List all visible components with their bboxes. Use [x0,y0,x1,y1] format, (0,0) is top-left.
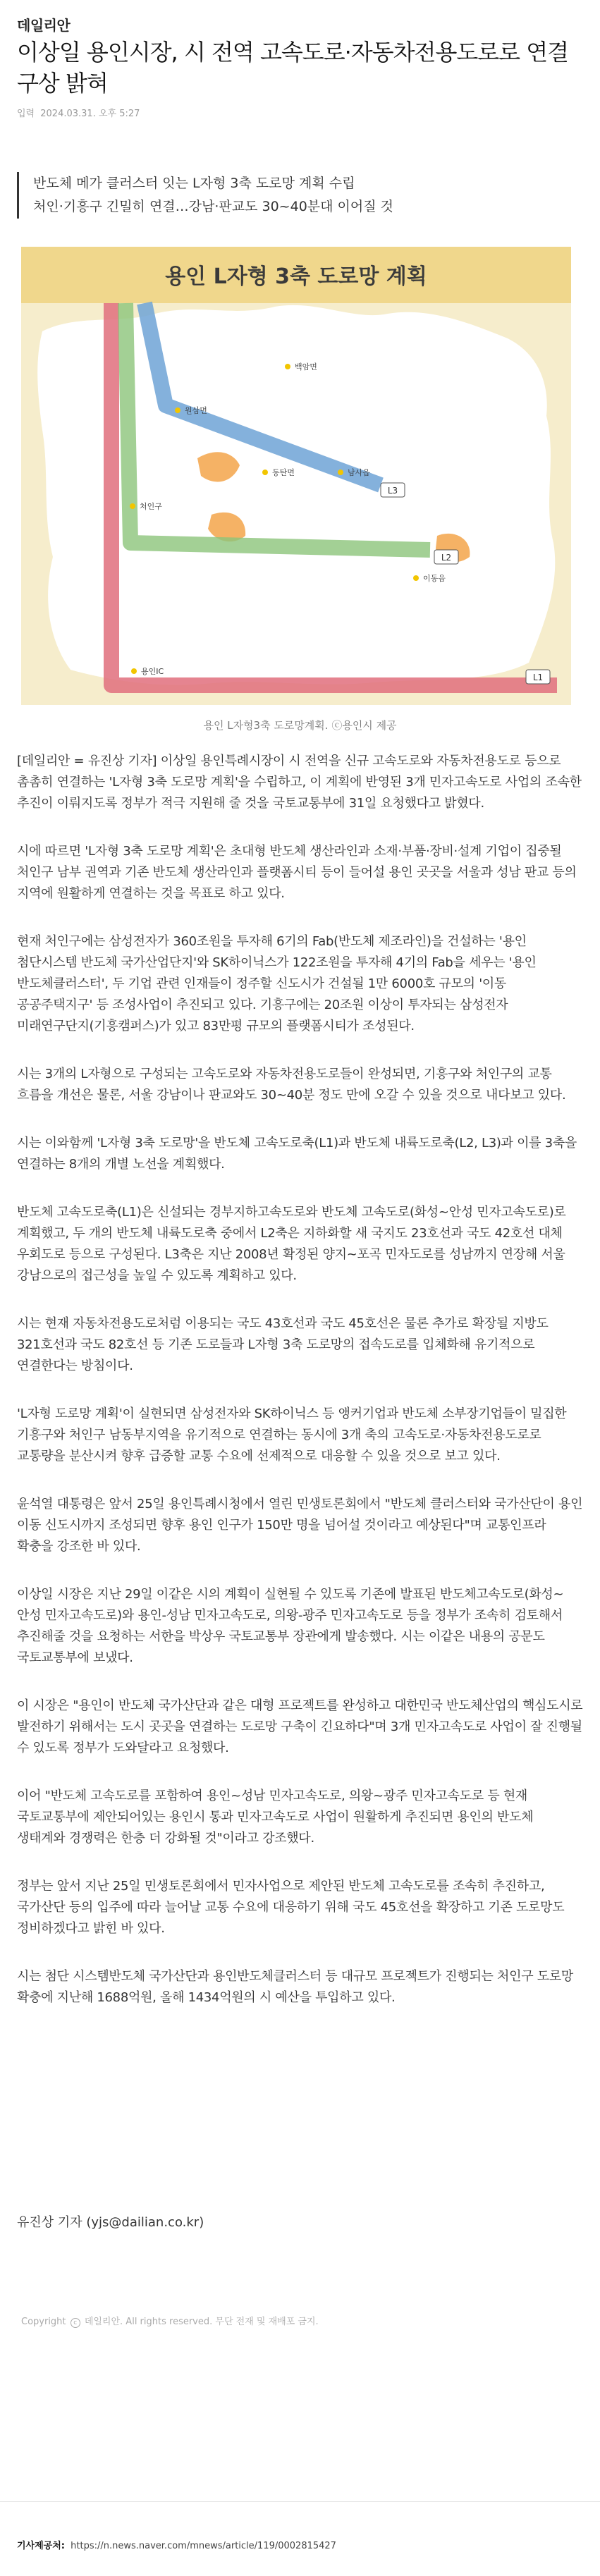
article-paragraph: 시는 이와함께 'L자형 3축 도로망'을 반도체 고속도로축(L1)과 반도체 내륙도로축(L2, L3)과 이를 3축을 연결하는 8개의 개별 노선을 계획했다. [17,1136,577,1172]
article-body [17,751,583,2035]
svg-text:L1: L1 [532,673,544,682]
svg-text:L2: L2 [441,553,452,563]
svg-text:백암면: 백암면 [295,362,317,372]
map-graphic [21,247,571,705]
road-plan-map [21,247,571,705]
press-name[interactable]: 데일리안 [17,17,71,34]
svg-text:남사읍: 남사읍 [348,468,370,477]
source-label: 기사제공처: [17,2541,65,2551]
meta-datetime: 2024.03.31. 오후 5:27 [40,109,140,119]
article-paragraph: 시에 따르면 'L자형 3축 도로망 계획'은 초대형 반도체 생산라인과 소재·부품·장비·설계 기업이 집중될 처인구 남부 권역과 기존 반도체 생산라인과 플랫폼시티 등이 들어설 용인 곳곳을 서울과 성남 판교 등의 지역에 원활하게 연결하는 것을 목표로 하고 있다. [17,844,577,901]
copyright-label: Copyright [21,2317,66,2327]
article-paragraph: 이 시장은 "용인이 반도체 국가산단과 같은 대형 프로젝트를 완성하고 대한민국 반도체산업의 핵심도시로 발전하기 위해서는 도시 곳곳을 연결하는 도로망 구축이 긴요하다"며 3개 민자고속도로 사업이 잘 진행될 수 있도록 정부가 도와달라고 요청했다. [17,1698,583,1755]
article-paragraph: 정부는 앞서 지난 25일 민생토론회에서 민자사업으로 제안된 반도체 고속도로를 조속히 추진하고, 국가산단 등의 입주에 따라 늘어날 교통 수요에 대응하기 위해 국도 45호선을 확장하고 기존 도로망도 정비하겠다고 밝힌 바 있다. [17,1879,565,1936]
svg-text:처인구: 처인구 [140,502,162,511]
article-paragraph: 시는 3개의 L자형으로 구성되는 고속도로와 자동차전용도로들이 완성되면, 기흥구와 처인구의 교통 흐름을 개선은 물론, 서울 강남이나 판교와도 30~40분 정도 만에 오갈 수 있을 것으로 내다보고 있다. [17,1067,566,1103]
route-label-l2 [434,550,458,564]
article-source-footer [17,2538,336,2551]
article-paragraph: 이상일 시장은 지난 29일 이같은 시의 계획이 실현될 수 있도록 기존에 발표된 반도체고속도로(화성~안성 민자고속도로)와 용인-성남 민자고속도로, 의왕-광주 민자고속도로 등을 정부가 조속히 검토해서 추진해줄 것을 요청하는 서한을 박상우 국토교통부 장관에게 발송했다. 시는 이같은 내용의 공문도 국토교통부에 보냈다. [17,1587,564,1665]
svg-text:동탄면: 동탄면 [272,468,295,477]
svg-text:원삼면: 원삼면 [185,406,207,415]
article-paragraph: 현재 처인구에는 삼성전자가 360조원을 투자해 6기의 Fab(반도체 제조라인)을 건설하는 '용인 첨단시스템 반도체 국가산업단지'와 SK하이닉스가 122조원을 투자해 4기의 Fab을 세우는 '용인 반도체클러스터', 두 기업 관련 인재들이 정주할 신도시가 건설될 1만 6000호 규모의 '이동 공공주택지구' 등 조성사업이 추진되고 있다. 기흥구에는 20조원 이상이 투자되는 삼성전자 미래연구단지(기흥캠퍼스)가 있고 83만평 규모의 플랫폼시티가 조성된다. [17,934,537,1034]
subtitle-line: 처인·기흥구 긴밀히 연결…강남·판교도 30~40분대 이어질 것 [33,199,393,214]
article-subtitle [17,172,581,219]
article-meta [17,106,142,119]
article-paragraph: 시는 첨단 시스템반도체 국가산단과 용인반도체클러스터 등 대규모 프로젝트가 진행되는 처인구 도로망 확충에 지난해 1688억원, 올해 1434억원의 시 예산을 투입하고 있다. [17,1969,573,2005]
article-paragraph: [데일리안 = 유진상 기자] 이상일 용인특례시장이 시 전역을 신규 고속도로와 자동차전용도로 등으로 촘촘히 연결하는 'L자형 3축 도로망 계획'을 수립하고, 이 계획에 반영된 3개 민자고속도로 사업의 조속한 추진이 이뤄지도록 정부가 적극 지원해 줄 것을 국토교통부에 31일 요청했다고 밝혔다. [17,754,582,811]
map-title: 용인 L자형 3축 도로망 계획 [165,264,427,289]
subtitle-line: 반도체 메가 클러스터 잇는 L자형 3축 도로망 계획 수립 [33,176,355,191]
article-headline: 이상일 용인시장, 시 전역 고속도로·자동차전용도로로 연결 구상 밝혀 [17,39,569,97]
image-caption: 용인 L자형3축 도로망계획. ⓒ용인시 제공 [203,719,397,732]
copyright-symbol-icon: c [71,2318,80,2328]
svg-text:용인IC: 용인IC [141,667,164,676]
copyright-notice [21,2314,319,2328]
reporter-byline: 유진상 기자 (yjs@dailian.co.kr) [17,2215,204,2230]
article-paragraph: 'L자형 도로망 계획'이 실현되면 삼성전자와 SK하이닉스 등 앵커기업과 반도체 소부장기업들이 밀집한 기흥구와 처인구 남동부지역을 유기적으로 연결하는 동시에 3개 축의 고속도로·자동차전용도로로 교통량을 분산시켜 향후 급증할 교통 수요에 선제적으로 대응할 수 있을 것으로 보고 있다. [17,1406,567,1464]
article-paragraph: 윤석열 대통령은 앞서 25일 용인특례시청에서 열린 민생토론회에서 "반도체 클러스터와 국가산단이 용인 이동 신도시까지 조성되면 향후 용인 인구가 150만 명을 넘어설 것이라고 예상된다"며 교통인프라 확충을 강조한 바 있다. [17,1497,583,1554]
source-url[interactable]: https://n.news.naver.com/mnews/article/119/0002815427 [71,2541,336,2551]
svg-text:L3: L3 [387,486,398,496]
meta-label: 입력 [17,109,35,119]
svg-text:이동읍: 이동읍 [423,574,446,583]
article-paragraph: 반도체 고속도로축(L1)은 신설되는 경부지하고속도로와 반도체 고속도로(화성~안성 민자고속도로)로 계획했고, 두 개의 반도체 내륙도로축 중에서 L2축은 지하화할 새 국지도 23호선과 국도 42호선 대체 우회도로 등으로 구성된다. L3축은 지난 2008년 확정된 양지~포곡 민자도로를 성남까지 연장해 서울 강남으로의 접근성을 높일 수 있도록 계획하고 있다. [17,1205,566,1283]
route-label-l3 [381,483,405,497]
copyright-text: 데일리안. All rights reserved. 무단 전재 및 재배포 금지. [84,2317,319,2327]
article-paragraph: 이어 "반도체 고속도로를 포함하여 용인~성남 민자고속도로, 의왕~광주 민자고속도로 등 현재 국토교통부에 제안되어있는 용인시 통과 민자고속도로 사업이 원활하게 추진되면 용인의 반도체 생태계와 경쟁력은 한층 더 강화될 것"이라고 강조했다. [17,1789,534,1846]
footer-divider [0,2501,600,2502]
route-label-l1 [526,670,550,684]
article-paragraph: 시는 현재 자동차전용도로처럼 이용되는 국도 43호선과 국도 45호선은 물론 추가로 확장될 지방도 321호선과 국도 82호선 등 기존 도로들과 L자형 3축 도로망의 접속도로를 입체화해 유기적으로 연결한다는 방침이다. [17,1316,549,1373]
